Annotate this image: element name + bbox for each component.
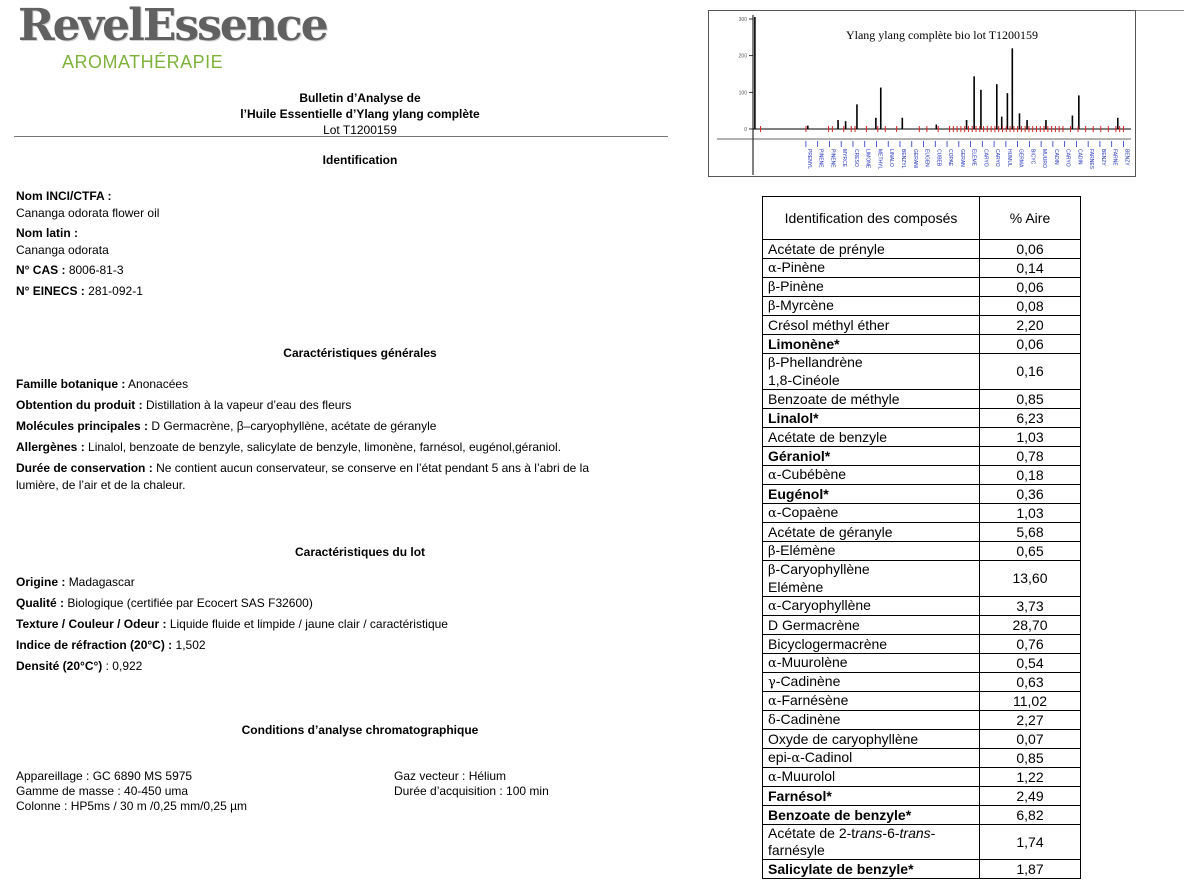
origine-label: Origine : <box>16 575 66 589</box>
compound-name <box>763 409 980 428</box>
table-row <box>763 466 1081 485</box>
name-fragment: Farnésol* <box>768 787 832 804</box>
obtention-label: Obtention du produit : <box>16 398 143 412</box>
cas-label: N° CAS : <box>16 263 66 277</box>
greek-letter: α <box>791 751 801 766</box>
y-tick-label: 0 <box>744 127 747 133</box>
gamme-masse: Gamme de masse : 40-450 uma <box>16 784 189 798</box>
qualite-label: Qualité : <box>16 596 65 610</box>
chromatogram-title: Ylang ylang complète bio lot T1200159 <box>845 28 1039 42</box>
compound-area: 2,49 <box>980 787 1081 806</box>
peak-label: FARNES <box>1088 149 1095 170</box>
table-row <box>763 825 1081 860</box>
compound-area: 1,22 <box>980 768 1081 787</box>
compound-area: 3,73 <box>980 597 1081 616</box>
compound-area: 0,85 <box>980 749 1081 768</box>
table-row <box>763 390 1081 409</box>
name-fragment: epi- <box>768 749 792 765</box>
colonne: Colonne : HP5ms / 30 m /0,25 mm/0,25 µm <box>16 799 248 813</box>
name-fragment: 1,8-Cinéole <box>768 372 840 388</box>
compound-name <box>763 692 980 711</box>
peak-label: FARNE <box>1111 149 1118 166</box>
densite-value: : 0,922 <box>105 659 143 673</box>
name-fragment: Limonène* <box>768 335 840 352</box>
name-fragment: -Muurolol <box>776 768 836 784</box>
compound-area: 0,18 <box>980 466 1081 485</box>
peak-label: CARYO <box>1064 149 1071 167</box>
compound-name <box>763 485 980 504</box>
allergenes-label: Allergènes : <box>16 440 85 454</box>
compound-name <box>763 673 980 692</box>
duree-value-2: lumière, de l’air et de la chaleur. <box>16 478 186 492</box>
compound-name <box>763 278 980 297</box>
name-fragment: Benzoate de méthyle <box>768 390 900 407</box>
name-fragment: Bicyclogermacrène <box>768 635 888 652</box>
name-fragment: Elémène <box>768 579 824 595</box>
compound-area: 0,06 <box>980 240 1081 259</box>
name-fragment: -Muurolène <box>776 654 848 670</box>
compound-name <box>763 635 980 654</box>
header-area: % Aire <box>980 197 1081 240</box>
compound-area: 1,03 <box>980 504 1081 523</box>
compound-area: 0,14 <box>980 259 1081 278</box>
table-row <box>763 616 1081 635</box>
table-row <box>763 542 1081 561</box>
name-fragment: -Cadinol <box>800 749 853 765</box>
table-row <box>763 335 1081 354</box>
table-row <box>763 635 1081 654</box>
indice-value: 1,502 <box>175 638 206 652</box>
table-row <box>763 768 1081 787</box>
name-fragment: -Pinène <box>776 259 826 275</box>
compound-name <box>763 297 980 316</box>
brand-tagline: AROMATHÉRAPIE <box>62 52 224 72</box>
italic-fragment: trans <box>899 825 931 841</box>
compound-area: 0,54 <box>980 654 1081 673</box>
identification-block <box>16 188 159 300</box>
title-line-2: l’Huile Essentielle d’Ylang ylang complète <box>240 107 480 121</box>
lot-number: Lot T1200159 <box>323 123 397 137</box>
compound-area: 0,63 <box>980 673 1081 692</box>
peak-label: CARYO <box>994 149 1001 167</box>
duree-value-1: Ne contient aucun conservateur, se conserve en l’état pendant 5 ans à l’abri de la <box>156 461 590 475</box>
peak-label: LINALO <box>888 149 895 167</box>
table-row <box>763 692 1081 711</box>
compound-area: 1,03 <box>980 428 1081 447</box>
compound-area: 6,82 <box>980 806 1081 825</box>
compound-name <box>763 561 980 597</box>
compound-area: 0,06 <box>980 278 1081 297</box>
compound-name <box>763 428 980 447</box>
allergenes-value: Linalol, benzoate de benzyle, salicylate de benzyle, limonène, farnésol, eugénol,géraniol. <box>88 440 562 454</box>
table-row <box>763 297 1081 316</box>
compound-name <box>763 730 980 749</box>
compound-area: 0,07 <box>980 730 1081 749</box>
name-fragment: Acétate de prényle <box>768 240 885 257</box>
y-tick-label: 100 <box>738 90 747 97</box>
name-fragment: Eugénol* <box>768 485 829 502</box>
inci-label: Nom INCI/CTFA : <box>16 189 112 203</box>
name-fragment: -Elémène <box>775 542 836 558</box>
compound-name <box>763 240 980 259</box>
greek-letter: β <box>768 563 776 578</box>
name-fragment: -Caryophyllène <box>775 561 870 577</box>
italic-fragment: rans <box>855 825 883 841</box>
chromatogram <box>708 10 1136 177</box>
greek-letter: α <box>768 694 777 709</box>
name-fragment: D Germacrène <box>768 616 860 633</box>
latin-label: Nom latin : <box>16 226 78 240</box>
table-row <box>763 259 1081 278</box>
table-row <box>763 806 1081 825</box>
famille-label: Famille botanique : <box>16 377 126 391</box>
compound-name <box>763 616 980 635</box>
name-fragment: Acétate de 2-t <box>768 825 856 841</box>
densite-label: Densité (20°C°) <box>16 659 103 673</box>
title-line-1: Bulletin d’Analyse de <box>299 91 421 105</box>
compound-area: 0,85 <box>980 390 1081 409</box>
table-header-row <box>763 197 1081 240</box>
name-fragment: Acétate de géranyle <box>768 523 893 540</box>
compound-name <box>763 749 980 768</box>
compound-name <box>763 768 980 787</box>
compound-area: 1,87 <box>980 860 1081 879</box>
name-fragment: Benzoate de benzyle* <box>768 806 912 823</box>
compound-area: 5,68 <box>980 523 1081 542</box>
general-heading: Caractéristiques générales <box>283 346 437 360</box>
compound-area: 0,16 <box>980 354 1081 390</box>
einecs-label: N° EINECS : <box>16 284 85 298</box>
table-row <box>763 673 1081 692</box>
peak-label: CADIN <box>1076 149 1083 165</box>
compound-name <box>763 523 980 542</box>
duree-acquisition: Durée d’acquisition : 100 min <box>394 784 549 798</box>
compound-name <box>763 504 980 523</box>
header-compound: Identification des composés <box>763 197 980 240</box>
peak-label: BENZY <box>1099 149 1106 166</box>
greek-letter: α <box>768 770 777 785</box>
latin-value: Cananga odorata <box>16 243 109 257</box>
lot-heading: Caractéristiques du lot <box>294 545 426 559</box>
compound-area: 1,74 <box>980 825 1081 860</box>
peak-label: BENZYL <box>900 149 906 169</box>
peak-label: CUBEB <box>935 149 942 167</box>
compound-name <box>763 316 980 335</box>
compound-area: 2,27 <box>980 711 1081 730</box>
name-fragment: -Cadinène <box>775 673 841 689</box>
greek-letter: α <box>768 261 777 276</box>
composition-table <box>762 196 1081 879</box>
texture-value: Liquide fluide et limpide / jaune clair / caractéristique <box>169 617 448 631</box>
compound-name <box>763 466 980 485</box>
name-fragment: -Caryophyllène <box>776 597 871 613</box>
name-fragment: -Myrcène <box>775 297 834 313</box>
peak-label: PRENYL <box>805 149 812 170</box>
greek-letter: β <box>768 280 776 295</box>
greek-letter: α <box>768 506 777 521</box>
duree-label: Durée de conservation : <box>16 461 153 475</box>
peak-label: GERMA <box>1017 149 1024 168</box>
greek-letter: δ <box>768 713 776 728</box>
table-row <box>763 240 1081 259</box>
y-tick-label: 300 <box>738 17 747 23</box>
compound-name <box>763 860 980 879</box>
lot-block <box>16 574 676 675</box>
peak-label: MYRCE <box>841 149 848 168</box>
origine-value: Madagascar <box>68 575 135 589</box>
obtention-value: Distillation à la vapeur d’eau des fleurs <box>145 398 352 412</box>
inci-value: Cananga odorata flower oil <box>16 206 160 220</box>
greek-letter: β <box>768 299 776 314</box>
peak-label: EUGEN <box>923 149 930 167</box>
texture-label: Texture / Couleur / Odeur : <box>16 617 167 631</box>
name-fragment: Salicylate de benzyle* <box>768 860 914 877</box>
compound-area: 6,23 <box>980 409 1081 428</box>
document-title <box>0 90 720 138</box>
name-fragment: Oxyde de caryophyllène <box>768 730 919 747</box>
table-body <box>763 240 1081 879</box>
compound-area: 11,02 <box>980 692 1081 711</box>
table-row <box>763 561 1081 597</box>
greek-letter: β <box>768 356 776 371</box>
peak-label: PINENE <box>829 149 836 168</box>
einecs-value: 281-092-1 <box>88 284 143 298</box>
table-row <box>763 316 1081 335</box>
peak-label: CADIN <box>1052 149 1059 165</box>
compound-area: 0,36 <box>980 485 1081 504</box>
table-row <box>763 485 1081 504</box>
table-row <box>763 409 1081 428</box>
top-rule <box>1136 10 1184 11</box>
name-fragment: Acétate de benzyle <box>768 428 888 445</box>
compound-area: 0,08 <box>980 297 1081 316</box>
appareillage: Appareillage : GC 6890 MS 5975 <box>16 769 193 783</box>
table-row <box>763 597 1081 616</box>
general-block <box>16 376 676 494</box>
greek-letter: α <box>768 599 777 614</box>
peak-label: BICYC <box>1029 149 1036 165</box>
table-row <box>763 278 1081 297</box>
compound-name <box>763 825 980 860</box>
compound-name <box>763 390 980 409</box>
compound-name <box>763 654 980 673</box>
peak-label: HUMUL <box>1005 149 1012 167</box>
conditions-right <box>394 769 549 799</box>
gaz-vecteur: Gaz vecteur : Hélium <box>394 769 507 783</box>
peak-label: PINENE <box>817 149 824 168</box>
table-row <box>763 447 1081 466</box>
table-row <box>763 354 1081 390</box>
compound-name <box>763 542 980 561</box>
compound-area: 0,76 <box>980 635 1081 654</box>
compound-name <box>763 259 980 278</box>
compound-area: 0,06 <box>980 335 1081 354</box>
name-fragment: Crésol méthyl éther <box>768 316 890 333</box>
table-row <box>763 860 1081 879</box>
name-fragment: -Phellandrène <box>775 354 863 370</box>
qualite-value: Biologique (certifiée par Ecocert SAS F32600) <box>67 596 313 610</box>
compound-name <box>763 711 980 730</box>
compound-area: 0,65 <box>980 542 1081 561</box>
famille-value: Anonacées <box>128 377 189 391</box>
table-row <box>763 504 1081 523</box>
name-fragment: - <box>930 825 936 841</box>
peak-label: MUURO <box>1041 149 1048 168</box>
brand-logo: RevelEssence <box>18 0 327 51</box>
table-row <box>763 428 1081 447</box>
identification-heading: Identification <box>322 153 398 167</box>
peak-label: ELEME <box>970 149 977 166</box>
title-divider <box>14 136 668 137</box>
peak-label: LIMONE <box>864 149 871 169</box>
table-row <box>763 787 1081 806</box>
greek-letter: α <box>768 468 777 483</box>
compound-name <box>763 597 980 616</box>
name-fragment: Géraniol* <box>768 447 831 464</box>
greek-letter: β <box>768 544 776 559</box>
compound-area: 28,70 <box>980 616 1081 635</box>
table-row <box>763 654 1081 673</box>
compound-name <box>763 806 980 825</box>
compound-area: 13,60 <box>980 561 1081 597</box>
conditions-left <box>16 769 247 814</box>
name-fragment: -Farnésène <box>776 692 849 708</box>
greek-letter: γ <box>768 675 776 690</box>
peak-label: BENZY <box>1123 149 1130 166</box>
table-row <box>763 523 1081 542</box>
compound-name <box>763 787 980 806</box>
compound-area: 2,20 <box>980 316 1081 335</box>
cas-value: 8006-81-3 <box>68 263 124 277</box>
name-fragment: -Cadinène <box>775 711 841 727</box>
name-fragment: Linalol* <box>768 409 819 426</box>
molecules-value: D Germacrène, β–caryophyllène, acétate de géranyle <box>151 419 437 433</box>
compound-name <box>763 354 980 390</box>
peak-label: CARYO <box>982 149 989 167</box>
name-fragment: -Pinène <box>775 278 824 294</box>
y-tick-label: 200 <box>738 53 747 60</box>
table-row <box>763 749 1081 768</box>
name-fragment: -Cubébène <box>776 466 847 482</box>
peak-label: COPAE <box>947 149 954 167</box>
peak-label: CRESO <box>852 149 859 167</box>
peak-label: GERAN <box>958 149 965 167</box>
table-row <box>763 711 1081 730</box>
greek-letter: α <box>768 656 777 671</box>
conditions-heading: Conditions d’analyse chromatographique <box>241 723 479 737</box>
name-fragment: -6- <box>882 825 900 841</box>
peak-label: METHYL <box>876 149 883 170</box>
name-fragment: -Copaène <box>776 504 839 520</box>
chromatogram-plot <box>709 11 1135 176</box>
table-row <box>763 730 1081 749</box>
peak-label: GERANI <box>911 149 918 169</box>
compound-area: 0,78 <box>980 447 1081 466</box>
compound-name <box>763 335 980 354</box>
indice-label: Indice de réfraction (20°C) : <box>16 638 173 652</box>
name-fragment: farnésyle <box>768 842 825 858</box>
compound-name <box>763 447 980 466</box>
molecules-label: Molécules principales : <box>16 419 149 433</box>
